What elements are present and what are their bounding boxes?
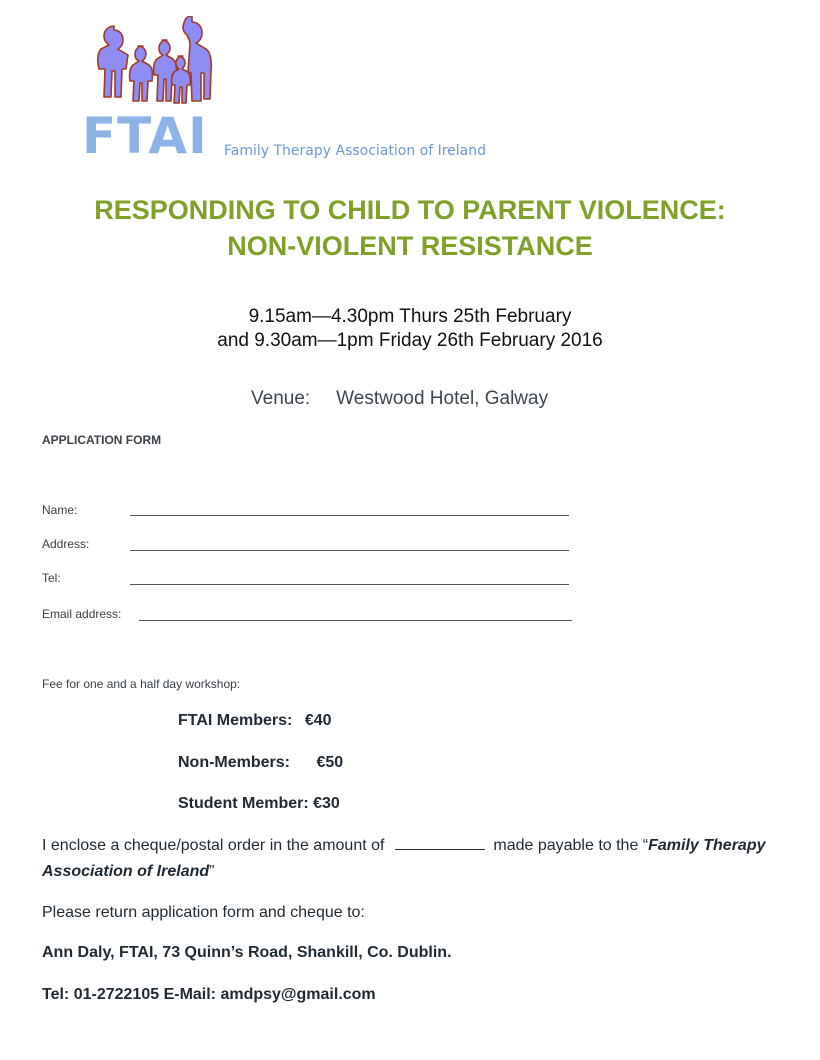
name-field[interactable] — [130, 515, 569, 516]
logo-acronym: FTAI — [82, 107, 208, 165]
fee-item-label: Non-Members: — [178, 754, 291, 771]
address-label: Address: — [42, 537, 90, 551]
logo-subtitle: Family Therapy Association of Ireland — [224, 143, 487, 159]
fee-item-label: FTAI Members: — [178, 712, 293, 729]
fee-item — [178, 795, 340, 813]
payment-middle: made payable to the “ — [493, 837, 649, 854]
fee-item — [178, 712, 332, 730]
application-form-heading: APPLICATION FORM — [42, 433, 162, 447]
fee-item — [178, 754, 343, 772]
payment-paragraph — [42, 833, 782, 885]
tel-field[interactable] — [130, 584, 569, 585]
contact-phone-email: Tel: 01-2722105 E-Mail: amdpsy@gmail.com — [42, 986, 376, 1003]
payment-payee: Family Therapy Association of Ireland — [42, 837, 766, 880]
amount-blank-field[interactable] — [395, 835, 485, 850]
fee-item-amount: €50 — [316, 754, 344, 771]
fee-item-label: Student Member: — [178, 795, 309, 812]
schedule-line-1: 9.15am—4.30pm Thurs 25th February — [248, 306, 572, 327]
figure-child-middle — [154, 40, 177, 101]
venue-label: Venue: — [251, 388, 311, 409]
email-label: Email address: — [42, 607, 122, 621]
title-line-2: NON-VIOLENT RESISTANCE — [227, 231, 593, 261]
figure-child-left — [130, 46, 153, 101]
name-label: Name: — [42, 503, 78, 517]
schedule-line-2: and 9.30am—1pm Friday 26th February 2016 — [217, 330, 603, 351]
figure-adult-left — [98, 26, 128, 97]
title-line-1: RESPONDING TO CHILD TO PARENT VIOLENCE: — [94, 195, 726, 225]
payment-prefix: I enclose a cheque/postal order in the amount of — [42, 837, 385, 854]
fee-item-amount: €40 — [304, 712, 332, 729]
return-note: Please return application form and cheque to: — [42, 904, 365, 921]
family-figures-logo — [88, 16, 224, 108]
email-field[interactable] — [139, 620, 572, 621]
payment-suffix: ” — [209, 863, 215, 880]
fee-item-amount: €30 — [313, 795, 340, 812]
contact-address: Ann Daly, FTAI, 73 Quinn’s Road, Shankill, Co. Dublin. — [42, 944, 452, 961]
fee-intro: Fee for one and a half day workshop: — [42, 677, 241, 691]
tel-label: Tel: — [42, 571, 61, 585]
venue-value: Westwood Hotel, Galway — [336, 388, 549, 409]
address-field[interactable] — [130, 550, 569, 551]
venue — [251, 388, 548, 410]
